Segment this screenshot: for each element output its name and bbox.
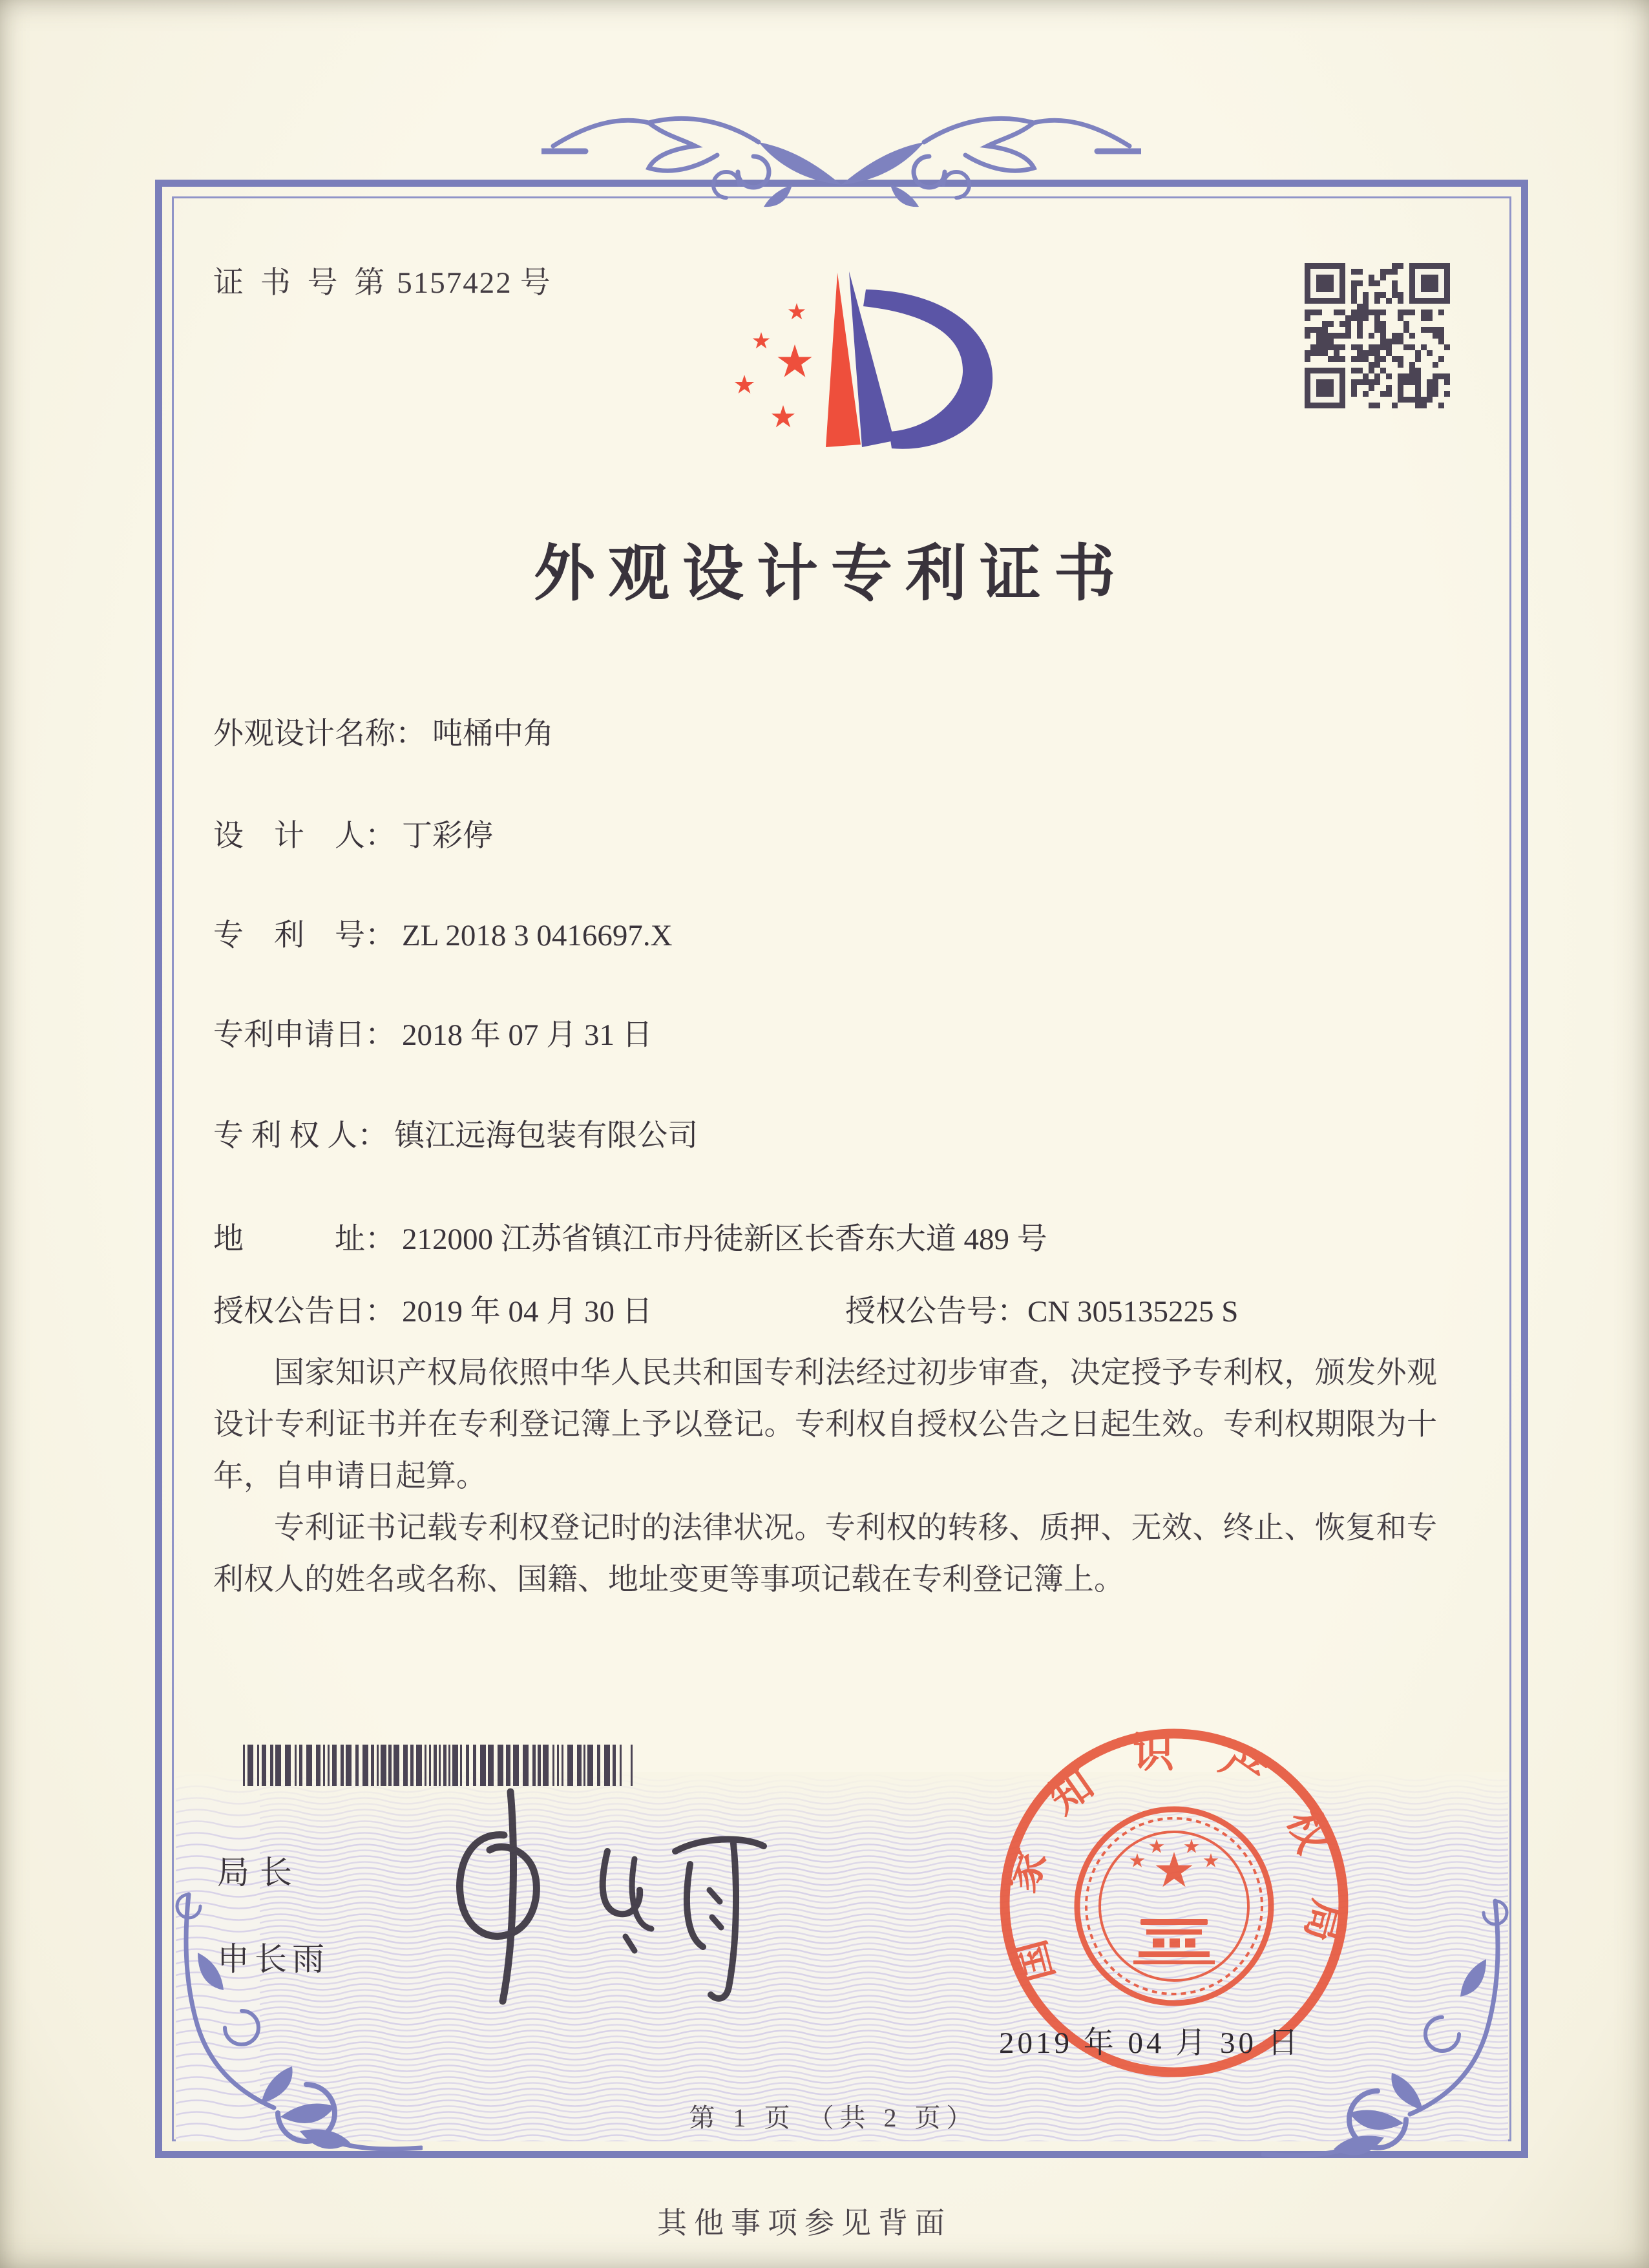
body-paragraph-1: 国家知识产权局依照中华人民共和国专利法经过初步审查，决定授予专利权，颁发外观设计专利证书并在专利登记簿上予以登记。专利权自授权公告之日起生效。专利权期限为十年，自申请日起算。 [213, 1356, 1437, 1493]
field-value: 2018 年 07 月 31 日 [402, 1018, 653, 1052]
field-row-patentee [213, 1111, 698, 1155]
field-row-designer [213, 812, 493, 855]
field-label: 专 利 权 人： [213, 1119, 388, 1153]
field-row-address [213, 1215, 1047, 1258]
field-label: 专利申请日： [213, 1018, 395, 1052]
handwritten-signature-icon [407, 1774, 788, 2032]
field-row-filing-date [213, 1011, 653, 1054]
certificate-number-prefix: 证 书 号 第 [213, 266, 390, 300]
field-row-grant-date [213, 1287, 653, 1330]
director-title-label: 局长 [217, 1854, 302, 1891]
field-value: 丁彩停 [402, 819, 493, 853]
certificate-title: 外观设计专利证书 [533, 540, 1128, 608]
seal-ring-text: 国家知识产权局 [996, 1730, 1352, 1987]
certificate-number-value: 5157422 [397, 266, 512, 300]
field-label: 外观设计名称： [213, 717, 426, 751]
field-value: CN 305135225 S [1027, 1295, 1239, 1328]
page-number: 第 1 页 （共 2 页） [689, 2103, 978, 2132]
field-label: 专 利 号： [213, 919, 395, 952]
certificate-number [213, 258, 555, 302]
field-value: 212000 江苏省镇江市丹徒新区长香东大道 489 号 [402, 1223, 1047, 1256]
certificate-number-suffix: 号 [520, 266, 555, 300]
field-row-patent-number [213, 911, 673, 954]
back-side-note: 其他事项参见背面 [657, 2207, 952, 2240]
field-value: ZL 2018 3 0416697.X [402, 919, 673, 952]
qr-code-icon [1303, 261, 1455, 414]
seal-date: 2019 年 04 月 30 日 [999, 2026, 1301, 2060]
field-label: 地 址： [213, 1223, 395, 1256]
top-border-scroll-ornament-icon [541, 87, 1141, 218]
field-value: 镇江远海包装有限公司 [394, 1119, 698, 1153]
certificate-body [213, 1347, 1437, 1606]
field-label: 授权公告日： [213, 1295, 395, 1328]
field-value: 吨桶中角 [432, 717, 554, 751]
director-name: 申长雨 [217, 1941, 330, 1977]
field-label: 设 计 人： [213, 819, 395, 853]
body-paragraph-2: 专利证书记载专利权登记时的法律状况。专利权的转移、质押、无效、终止、恢复和专利权人的姓名或名称、国籍、地址变更等事项记载在专利登记簿上。 [213, 1511, 1437, 1597]
cnipa-logo-icon [729, 256, 1007, 461]
field-label: 授权公告号： [845, 1295, 1027, 1328]
field-row-design-name [213, 709, 554, 753]
field-value: 2019 年 04 月 30 日 [402, 1295, 653, 1328]
field-row-grant-number [845, 1287, 1238, 1330]
